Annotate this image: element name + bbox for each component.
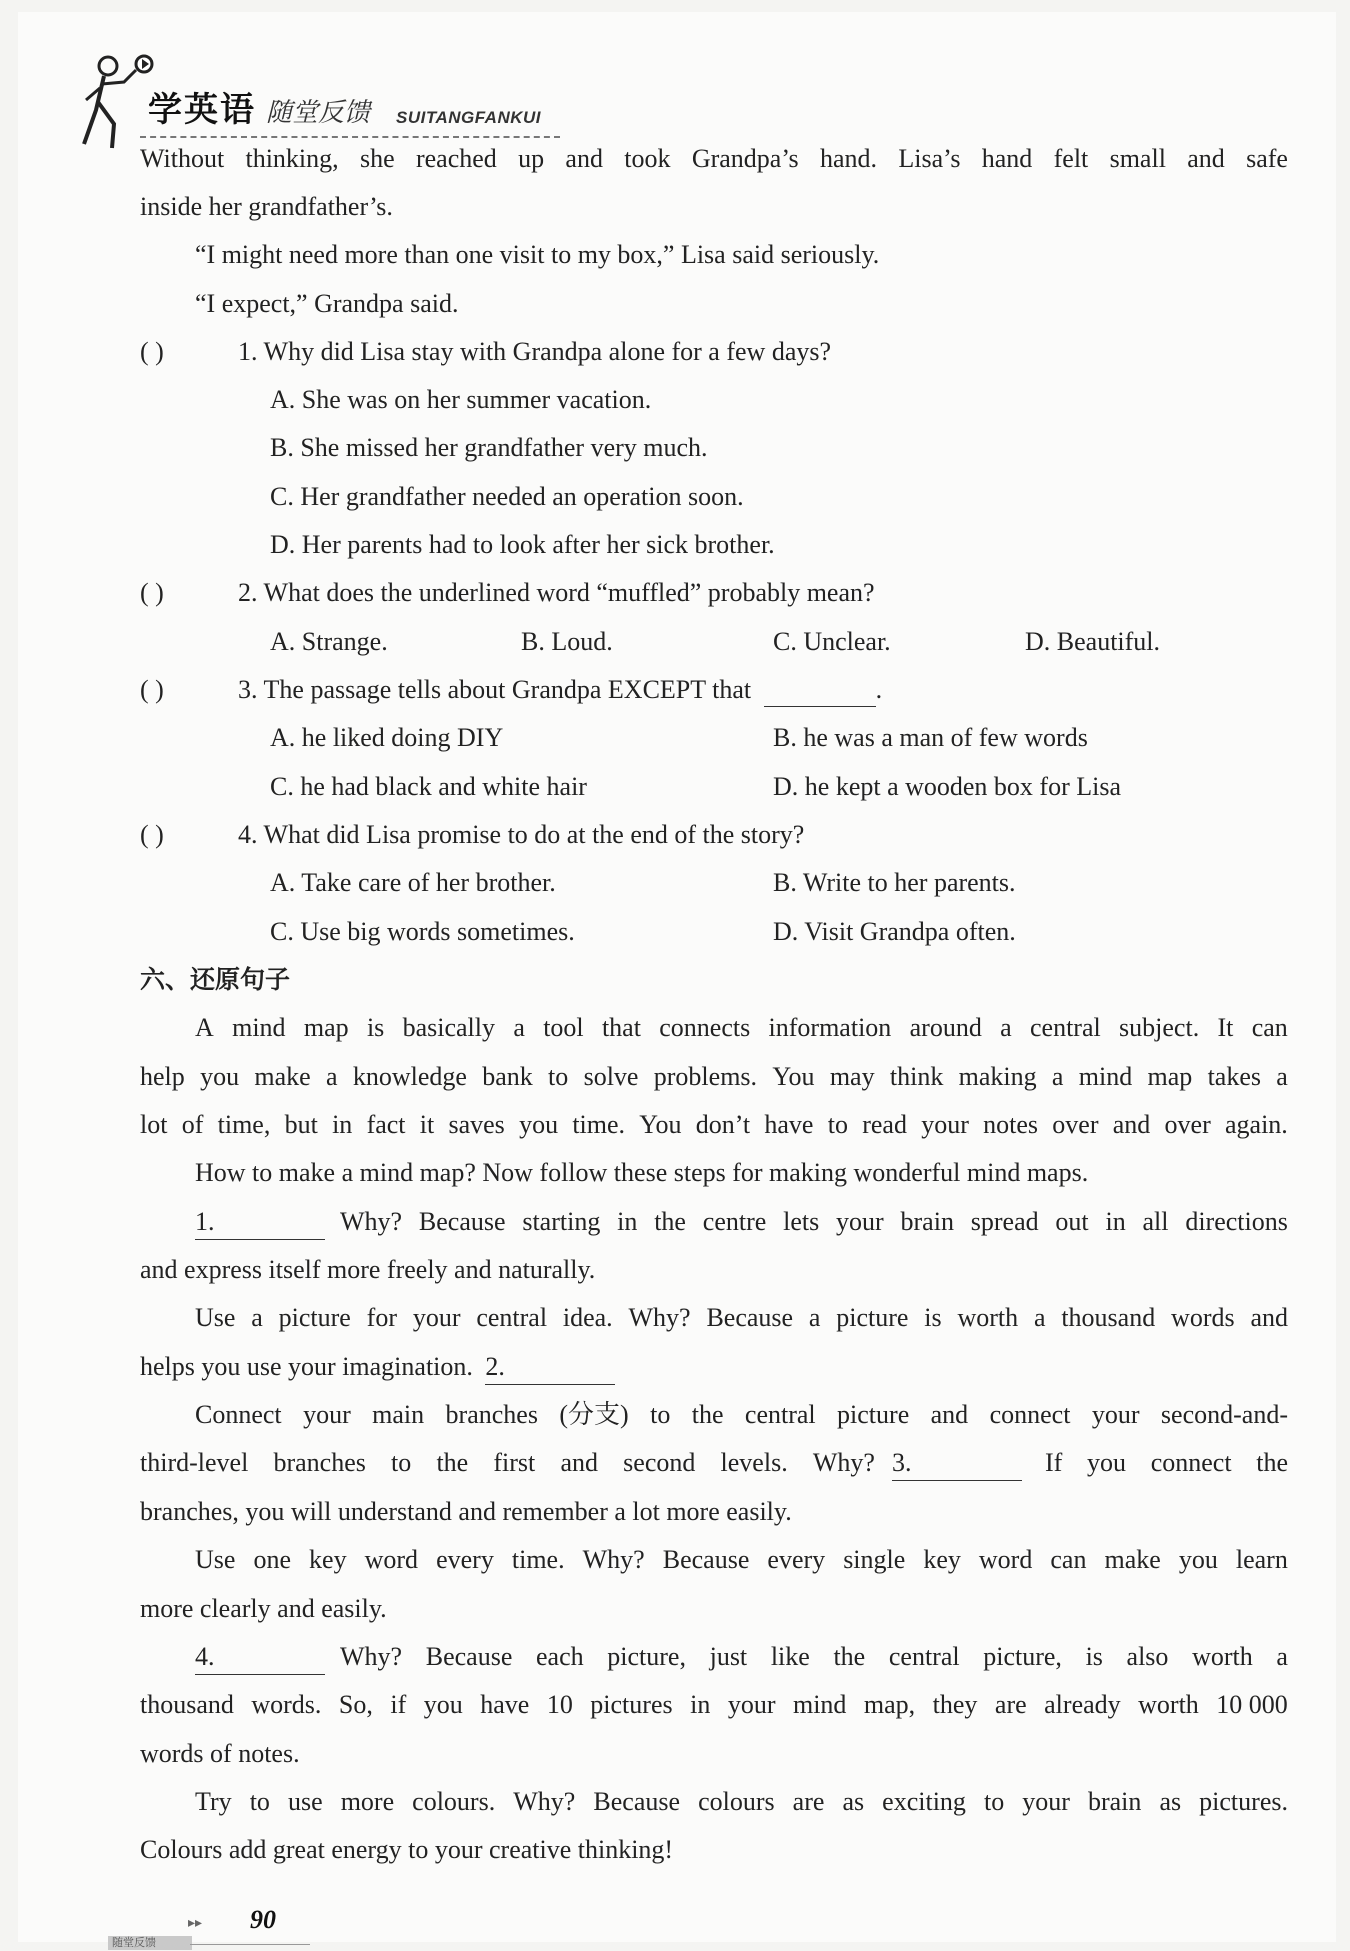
word: key <box>923 1545 961 1574</box>
word: connect <box>989 1400 1071 1429</box>
word: as <box>842 1787 865 1816</box>
word: spread <box>970 1207 1039 1236</box>
word: brain <box>900 1207 954 1236</box>
word: Why? <box>340 1207 403 1236</box>
word: in <box>690 1690 711 1719</box>
word: to <box>650 1400 671 1429</box>
story-quote-2: “I expect,” Grandpa said. <box>195 289 459 318</box>
word: your <box>1091 1400 1140 1429</box>
word: word <box>364 1545 419 1574</box>
word: it <box>419 1110 435 1139</box>
answer-blank-1[interactable]: 1. <box>195 1205 325 1240</box>
word: worth <box>1192 1642 1253 1671</box>
word: she <box>359 144 395 173</box>
footer-arrows-icon: ▸▸ <box>188 1915 203 1931</box>
option: B. She missed her grandfather very much. <box>270 433 708 462</box>
word: one <box>253 1545 292 1574</box>
word: in <box>617 1207 638 1236</box>
word: Grandpa’s <box>691 144 799 173</box>
mindmap-line-14 <box>340 1640 1288 1674</box>
word: more <box>340 1787 395 1816</box>
option: A. She was on her summer vacation. <box>270 385 652 414</box>
word: colours <box>698 1787 775 1816</box>
word: your <box>921 1110 969 1139</box>
word: the <box>436 1448 469 1477</box>
word: your <box>303 1400 351 1429</box>
word: over <box>1052 1110 1099 1139</box>
word: are <box>792 1787 825 1816</box>
word: Use <box>195 1303 236 1332</box>
word: is <box>1085 1642 1103 1671</box>
option: B. he was a man of few words <box>773 723 1088 752</box>
word: central <box>476 1303 548 1332</box>
word: and <box>1250 1303 1288 1332</box>
word: and <box>930 1400 969 1429</box>
word: second-and- <box>1160 1400 1288 1429</box>
mindmap-line-7 <box>195 1301 1288 1335</box>
word: to <box>249 1787 270 1816</box>
word: So, <box>338 1690 373 1719</box>
word: notes <box>983 1110 1039 1139</box>
word: Because <box>418 1207 506 1236</box>
question-stem-end: . <box>875 675 883 704</box>
question-stem: 2. What does the underlined word “muffled” probably mean? <box>238 578 875 607</box>
word: Try <box>195 1787 232 1816</box>
answer-bracket[interactable]: ( ) <box>140 820 164 849</box>
word: the <box>1256 1448 1288 1477</box>
word: starting <box>522 1207 601 1236</box>
word: worth <box>957 1303 1019 1332</box>
word: Because <box>593 1787 681 1816</box>
word: use <box>287 1787 323 1816</box>
word: is <box>366 1013 385 1042</box>
mindmap-line-15 <box>140 1688 1288 1722</box>
word: mind <box>232 1013 286 1042</box>
answer-bracket[interactable]: ( ) <box>140 578 164 607</box>
word: central <box>888 1642 960 1671</box>
word: felt <box>1053 144 1089 173</box>
word: worth <box>1138 1690 1199 1719</box>
word: takes <box>1207 1062 1261 1091</box>
word: a <box>1033 1303 1046 1332</box>
word: subject. <box>1119 1013 1200 1042</box>
word: but <box>284 1110 318 1139</box>
word: a <box>513 1013 525 1042</box>
word: connect <box>1150 1448 1232 1477</box>
answer-blank-3[interactable]: 3. <box>892 1446 1022 1481</box>
word: reached <box>415 144 497 173</box>
word: your <box>412 1303 461 1332</box>
word: help <box>140 1062 185 1091</box>
word: read <box>862 1110 907 1139</box>
word: hand <box>981 144 1033 173</box>
word: knowledge <box>352 1062 467 1091</box>
word: fact <box>366 1110 406 1139</box>
word: already <box>1044 1690 1121 1719</box>
word: Why? <box>513 1787 576 1816</box>
word: pictures <box>590 1690 673 1719</box>
word: main <box>372 1400 425 1429</box>
word: all <box>1142 1207 1169 1236</box>
word: pictures. <box>1199 1787 1288 1816</box>
word: central <box>1030 1013 1101 1042</box>
word: map <box>1147 1062 1193 1091</box>
word: make <box>1104 1545 1161 1574</box>
word: saves <box>448 1110 505 1139</box>
mindmap-line-17 <box>195 1785 1288 1819</box>
word: learn <box>1235 1545 1288 1574</box>
mindmap-line-12 <box>195 1543 1288 1577</box>
word: took <box>624 144 671 173</box>
mindmap-line-5 <box>340 1205 1288 1239</box>
word: you <box>1087 1448 1127 1477</box>
word: to <box>548 1062 569 1091</box>
word: words. <box>251 1690 322 1719</box>
word: solve <box>583 1062 639 1091</box>
word: colours. <box>412 1787 496 1816</box>
word: to <box>827 1110 848 1139</box>
answer-blank-4[interactable]: 4. <box>195 1640 325 1675</box>
word: make <box>254 1062 311 1091</box>
footer-divider <box>190 1944 310 1945</box>
word: a <box>1051 1062 1064 1091</box>
option: B. Loud. <box>521 627 613 656</box>
word: key <box>309 1545 347 1574</box>
answer-bracket[interactable]: ( ) <box>140 675 164 704</box>
word: your <box>836 1207 884 1236</box>
word: picture, <box>983 1642 1062 1671</box>
word: have <box>480 1690 530 1719</box>
word: up <box>518 144 545 173</box>
answer-bracket[interactable]: ( ) <box>140 337 164 366</box>
mindmap-line-9 <box>195 1398 1288 1432</box>
mindmap-line-1 <box>195 1011 1288 1045</box>
word: word <box>978 1545 1033 1574</box>
word: you <box>423 1690 463 1719</box>
word: around <box>909 1013 982 1042</box>
word: time. <box>572 1110 626 1139</box>
word: a <box>808 1303 821 1332</box>
word: Lisa’s <box>898 144 961 173</box>
word: and <box>1112 1110 1151 1139</box>
word: are <box>994 1690 1027 1719</box>
word: Why? <box>812 1448 875 1477</box>
word: a <box>1276 1642 1288 1671</box>
word: 10 <box>546 1690 573 1719</box>
word: map, <box>863 1690 916 1719</box>
word: single <box>843 1545 906 1574</box>
word: over <box>1164 1110 1211 1139</box>
option: D. he kept a wooden box for Lisa <box>773 772 1122 801</box>
word: is <box>924 1303 942 1332</box>
word: a <box>325 1062 338 1091</box>
book-subtitle: 随堂反馈 <box>266 98 371 128</box>
page-sheet <box>18 12 1336 1949</box>
word: basically <box>402 1013 496 1042</box>
word: branches <box>273 1448 366 1477</box>
footer-tag: 随堂反馈 <box>108 1936 192 1950</box>
mindmap-line-3 <box>140 1108 1288 1142</box>
word: lot <box>140 1110 168 1139</box>
word: levels. <box>720 1448 788 1477</box>
word: safe <box>1246 144 1288 173</box>
mindmap-line-6: and express itself more freely and naturally. <box>140 1255 596 1284</box>
word: idea. <box>562 1303 613 1332</box>
page-number: 90 <box>250 1905 276 1934</box>
word: Because <box>662 1545 750 1574</box>
word: central <box>744 1400 816 1429</box>
word: your <box>727 1690 776 1719</box>
word: the <box>654 1207 686 1236</box>
word: and <box>565 144 603 173</box>
word: the <box>691 1400 724 1429</box>
word: It <box>1217 1013 1234 1042</box>
option: D. Visit Grandpa often. <box>773 917 1016 946</box>
story-line-1 <box>140 142 1288 176</box>
word: Because <box>425 1642 513 1671</box>
answer-blank[interactable] <box>764 678 876 707</box>
option: C. he had black and white hair <box>270 772 587 801</box>
word: a <box>1276 1062 1288 1091</box>
word: Connect <box>195 1400 282 1429</box>
option: A. Take care of her brother. <box>270 868 556 897</box>
word: Without <box>140 144 225 173</box>
word: can <box>1050 1545 1087 1574</box>
word: centre <box>702 1207 767 1236</box>
question-stem: 1. Why did Lisa stay with Grandpa alone for a few days? <box>238 337 832 366</box>
word: (分支) <box>559 1400 629 1429</box>
word: also <box>1126 1642 1169 1671</box>
word: connects <box>659 1013 751 1042</box>
word: you <box>519 1110 559 1139</box>
option: C. Unclear. <box>773 627 891 656</box>
option: B. Write to her parents. <box>773 868 1016 897</box>
mindmap-line-10a <box>140 1446 875 1480</box>
word: picture <box>278 1303 351 1332</box>
word: for <box>366 1303 397 1332</box>
mindmap-line-10b <box>1045 1446 1288 1480</box>
word: mind <box>1078 1062 1133 1091</box>
word: You <box>772 1062 815 1091</box>
section-title: 六、还原句子 <box>140 965 291 994</box>
word: don’t <box>695 1110 751 1139</box>
word: thinking, <box>245 144 339 173</box>
word: you <box>200 1062 240 1091</box>
word: they <box>932 1690 978 1719</box>
word: may <box>829 1062 875 1091</box>
word: a <box>251 1303 263 1332</box>
word: and <box>1187 144 1225 173</box>
word: Why? <box>340 1642 403 1671</box>
word: your <box>1022 1787 1070 1816</box>
word: Why? <box>582 1545 645 1574</box>
word: hand. <box>819 144 878 173</box>
word: second <box>623 1448 696 1477</box>
mindmap-line-16: words of notes. <box>140 1739 300 1768</box>
word: time, <box>217 1110 271 1139</box>
word: Because <box>706 1303 794 1332</box>
word: words <box>1171 1303 1235 1332</box>
word: of <box>181 1110 204 1139</box>
word: have <box>764 1110 814 1139</box>
option: C. Her grandfather needed an operation soon. <box>270 482 744 511</box>
word: lets <box>783 1207 820 1236</box>
word: small <box>1109 144 1166 173</box>
word: just <box>709 1642 748 1671</box>
mindmap-line-2 <box>140 1060 1288 1094</box>
word: tool <box>543 1013 584 1042</box>
word: out <box>1055 1207 1089 1236</box>
word: mind <box>792 1690 847 1719</box>
word: Why? <box>628 1303 691 1332</box>
mindmap-line-13: more clearly and easily. <box>140 1594 387 1623</box>
option: C. Use big words sometimes. <box>270 917 575 946</box>
word: branches <box>445 1400 538 1429</box>
word: first <box>493 1448 536 1477</box>
word: and <box>560 1448 598 1477</box>
word: third-level <box>140 1448 249 1477</box>
word: problems. <box>653 1062 758 1091</box>
option: D. Beautiful. <box>1025 627 1161 656</box>
word: making <box>958 1062 1037 1091</box>
word: in <box>332 1110 353 1139</box>
word: map <box>303 1013 349 1042</box>
mindmap-line-11: branches, you will understand and remember a lot more easily. <box>140 1497 792 1526</box>
word: You <box>639 1110 682 1139</box>
word: like <box>770 1642 810 1671</box>
book-title: 学英语 <box>148 90 256 130</box>
option: A. Strange. <box>270 627 388 656</box>
word: picture <box>837 1400 910 1429</box>
word: every <box>436 1545 494 1574</box>
word: you <box>1178 1545 1218 1574</box>
mindmap-line-8: helps you use your imagination. 2. <box>140 1350 615 1385</box>
book-subtitle-pinyin: SUITANGFANKUI <box>396 108 542 127</box>
word: information <box>768 1013 892 1042</box>
word: exciting <box>882 1787 966 1816</box>
word: directions <box>1185 1207 1288 1236</box>
word: time. <box>511 1545 565 1574</box>
option: D. Her parents had to look after her sick brother. <box>270 530 775 559</box>
story-quote-1: “I might need more than one visit to my box,” Lisa said seriously. <box>195 240 880 269</box>
word: If <box>1045 1448 1063 1477</box>
question-stem: 4. What did Lisa promise to do at the end of the story? <box>238 820 805 849</box>
word: thousand <box>140 1690 234 1719</box>
word: picture <box>836 1303 909 1332</box>
answer-blank-2[interactable]: 2. <box>485 1350 615 1385</box>
word: to <box>983 1787 1005 1816</box>
header-divider <box>140 136 560 138</box>
question-stem-line <box>238 673 882 707</box>
word: every <box>767 1545 826 1574</box>
word: again. <box>1224 1110 1288 1139</box>
word: think <box>889 1062 944 1091</box>
mindmap-line-18: Colours add great energy to your creative thinking! <box>140 1835 674 1864</box>
word: to <box>391 1448 412 1477</box>
word: A <box>195 1013 214 1042</box>
page-header <box>78 52 598 152</box>
question-stem: 3. The passage tells about Grandpa EXCEPT that <box>238 675 752 704</box>
word: thousand <box>1061 1303 1156 1332</box>
mindmap-line-4: How to make a mind map? Now follow these steps for making wonderful mind maps. <box>195 1158 1089 1187</box>
word: can <box>1251 1013 1288 1042</box>
word: brain <box>1087 1787 1142 1816</box>
word: Use <box>195 1545 236 1574</box>
option: A. he liked doing DIY <box>270 723 504 752</box>
word: 10 000 <box>1216 1690 1288 1719</box>
word: a <box>1000 1013 1012 1042</box>
word: if <box>390 1690 407 1719</box>
story-line-2: inside her grandfather’s. <box>140 192 393 221</box>
word: the <box>833 1642 866 1671</box>
word: that <box>601 1013 641 1042</box>
word: in <box>1105 1207 1126 1236</box>
word: bank <box>482 1062 533 1091</box>
word: as <box>1159 1787 1182 1816</box>
word: each <box>536 1642 584 1671</box>
word: picture, <box>607 1642 686 1671</box>
